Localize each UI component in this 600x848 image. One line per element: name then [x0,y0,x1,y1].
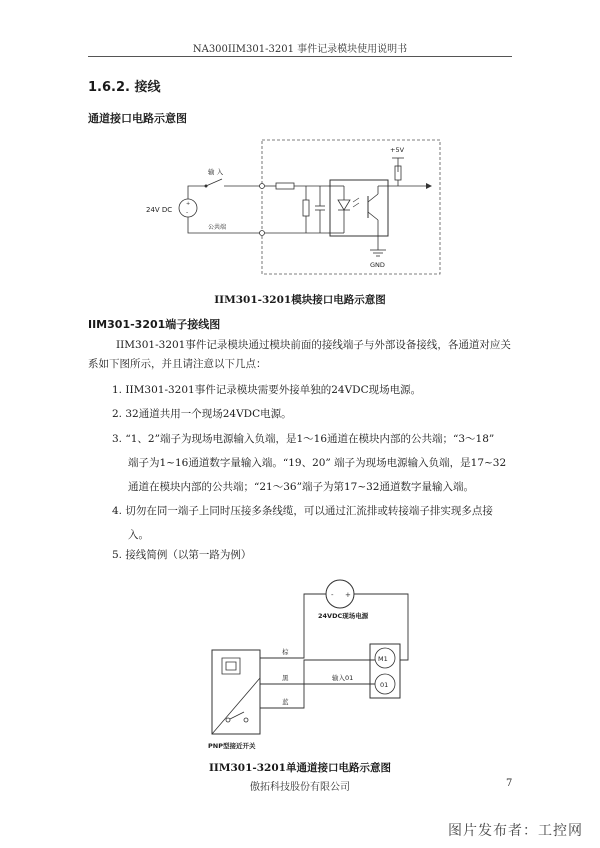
list-item-5: 5. 接线简例（以第一路为例） [112,549,252,561]
svg-text:M1: M1 [378,655,388,663]
label-black: 黑 [282,674,289,682]
list-item-1: 1. IIM301-3201事件记录模块需要外接单独的24VDC现场电源。 [112,384,422,396]
intro-line-1: IIM301-3201事件记录模块通过模块前面的接线端子与外部设备接线，各通道对应关 [116,339,511,351]
led-symbol [338,200,350,210]
section-heading: 1.6.2. 接线 [88,80,161,95]
label-pnp-sensor: PNP型接近开关 [208,742,256,750]
module-boundary [262,140,440,274]
list-item-2: 2. 32通道共用一个现场24VDC电源。 [112,408,292,420]
output-arrow [426,183,432,189]
page-number: 7 [506,778,513,789]
terminal-block [370,644,400,698]
svg-text:-: - [186,209,189,216]
watermark: 图片发布者：工控网 [448,823,583,839]
svg-text:01: 01 [380,681,389,689]
svg-text:-: - [331,591,334,599]
list-item-3-line-3: 通道在模块内部的公共端；“21～36”端子为第17~32通道数字量输入端。 [128,481,474,493]
label-input01: 输入01 [332,674,354,682]
caption-single-channel: IIM301-3201单通道接口电路示意图 [209,762,391,774]
terminal-heading: IIM301-3201端子接线图 [88,318,221,331]
intro-line-2: 系如下图所示，并且请注意以下几点： [88,358,267,370]
list-item-3-line-1: 3. “1、2”端子为现场电源输入负端，是1～16通道在模块内部的公共端；“3～18” [112,433,495,445]
label-24v: 24V DC [146,206,173,214]
interface-circuit-diagram [140,138,450,278]
list-item-4-line-1: 4. 切勿在同一端子上同时压接多条线缆，可以通过汇流排或转接端子排实现多点接 [112,505,493,517]
resistor-shunt [303,200,309,216]
input-switch [206,179,222,186]
label-power-supply: 24VDC现场电源 [318,612,369,620]
sub-heading-circuit: 通道接口电路示意图 [88,112,187,125]
label-gnd: GND [370,261,385,269]
header-rule [88,56,512,57]
list-item-4-line-2: 入。 [128,529,149,541]
svg-text:+: + [345,591,351,599]
label-common: 公共端 [208,224,227,231]
list-item-3-line-2: 端子为1~16通道数字量输入端。“19、20” 端子为现场电源输入负端，是17~32 [128,457,507,469]
label-plus5v: +5V [390,146,405,154]
resistor-series [276,183,294,189]
svg-text:+: + [186,201,191,207]
optocoupler [330,180,388,236]
single-channel-wiring-diagram [200,578,430,756]
footer-company: 傲拓科技股份有限公司 [250,782,350,793]
label-blue: 蓝 [282,698,289,706]
label-brown: 棕 [282,648,289,656]
page-header: NA300IIM301-3201 事件记录模块使用说明书 [192,44,408,55]
caption-interface-diagram: IIM301-3201模块接口电路示意图 [214,294,386,306]
label-input: 输 入 [208,168,224,176]
